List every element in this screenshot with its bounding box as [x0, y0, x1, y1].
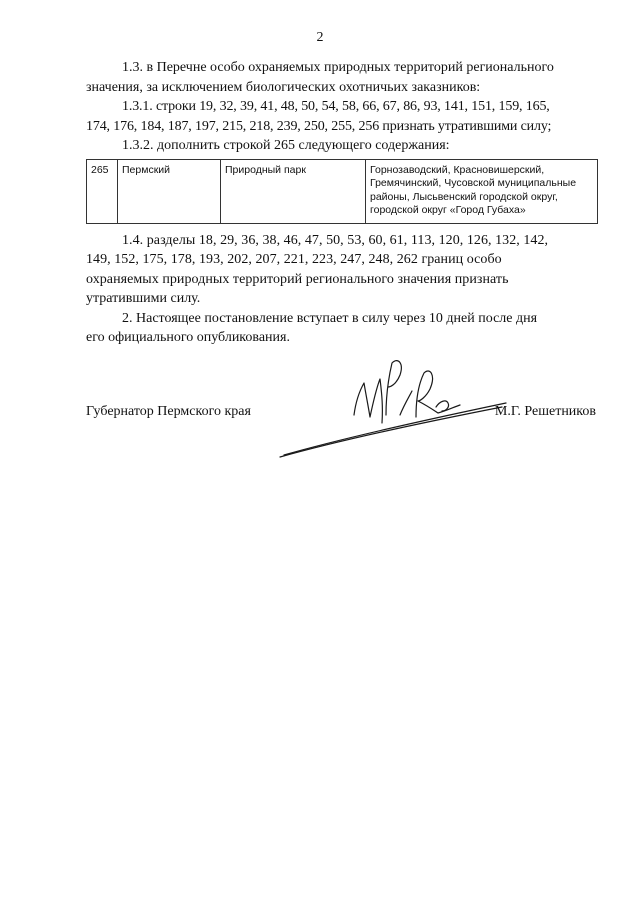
paragraph-2-line-2: его официального опубликования. — [86, 330, 290, 345]
signatory-title: Губернатор Пермского края — [86, 404, 251, 419]
location-line: районы, Лысьвенский городской округ, — [370, 190, 558, 203]
signature-block — [86, 404, 598, 426]
paragraph-1-4-line-2: 149, 152, 175, 178, 193, 202, 207, 221, 223, 247, 248, 262 границ особо — [86, 252, 502, 267]
protected-areas-table — [86, 159, 598, 224]
category-cell: Природный парк — [221, 159, 366, 223]
document-body — [86, 58, 598, 348]
paragraph-1-3-1-line-2: 174, 176, 184, 187, 197, 215, 218, 239, 250, 255, 256 признать утратившими силу; — [86, 118, 552, 134]
paragraph-1-4-line-4: утратившими силу. — [86, 291, 201, 306]
paragraph-1-3-line-2: значения, за исключением биологических охотничьих заказников: — [86, 79, 481, 95]
paragraph-1-4-line-1: 1.4. разделы 18, 29, 36, 38, 46, 47, 50, 53, 60, 61, 113, 120, 126, 132, 142, — [122, 232, 549, 248]
row-number-cell: 265 — [87, 159, 118, 223]
page-number: 2 — [316, 30, 324, 45]
table-row — [87, 159, 598, 223]
paragraph-1-3-2: 1.3.2. дополнить строкой 265 следующего содержания: — [122, 138, 450, 153]
location-line: городской округ «Город Губаха» — [370, 204, 526, 216]
location-line: Горнозаводский, Красновишерский, — [370, 163, 545, 176]
paragraph-1-4-line-3: охраняемых природных территорий регионального значения признать — [86, 271, 509, 287]
location-line: Гремячинский, Чусовской муниципальные — [370, 177, 577, 189]
location-cell — [366, 159, 598, 223]
signatory-name: М.Г. Решетников — [494, 404, 596, 419]
paragraph-2-line-1: 2. Настоящее постановление вступает в силу через 10 дней после дня — [122, 310, 538, 326]
paragraph-1-3-line-1: 1.3. в Перечне особо охраняемых природных территорий регионального — [122, 60, 554, 75]
district-cell: Пермский — [118, 159, 221, 223]
paragraph-1-3-1-line-1: 1.3.1. строки 19, 32, 39, 41, 48, 50, 54, 58, 66, 67, 86, 93, 141, 151, 159, 165, — [122, 99, 550, 114]
